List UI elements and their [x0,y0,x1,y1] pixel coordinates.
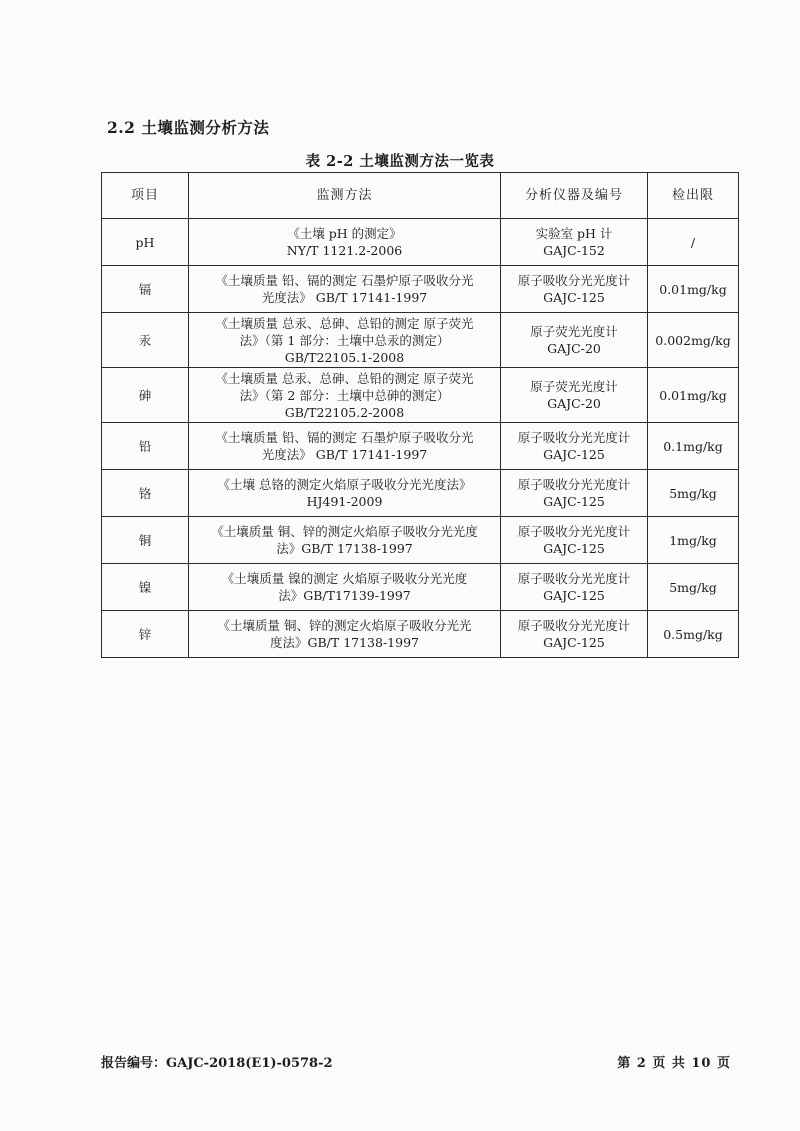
method-line: 法》GB/T17139-1997 [278,588,411,603]
table-row [102,470,739,517]
method-line: 光度法》 GB/T 17141-1997 [261,290,428,305]
table-row [102,313,739,368]
instrument-line: 原子荧光光度计 [530,324,618,339]
instrument-line: GAJC-152 [543,243,605,258]
method-line: 《土壤质量 镍的测定 火焰原子吸收分光光度 [221,571,468,586]
report-number: 报告编号：GAJC-2018(E1)-0578-2 [101,1056,333,1071]
method-line: 《土壤 总铬的测定火焰原子吸收分光光度法》 [217,477,472,492]
table-row [102,517,739,564]
row-item: 铬 [102,470,189,517]
method-line: 《土壤 pH 的测定》 [287,226,402,241]
table-row [102,219,739,266]
row-method [189,564,501,611]
row-instrument [501,423,648,470]
row-item: 镉 [102,266,189,313]
row-instrument [501,564,648,611]
method-line: GB/T22105.2-2008 [284,404,405,420]
instrument-line: GAJC-125 [543,635,605,650]
instrument-line: 原子荧光光度计 [530,379,618,394]
row-method [189,219,501,266]
row-instrument [501,517,648,564]
row-method [189,266,501,313]
row-limit: / [648,219,739,266]
row-limit: 0.002mg/kg [648,313,739,368]
instrument-line: 实验室 pH 计 [535,226,613,241]
method-line: NY/T 1121.2-2006 [286,243,403,258]
row-instrument [501,266,648,313]
row-instrument [501,470,648,517]
method-line: 光度法》 GB/T 17141-1997 [261,447,428,462]
row-instrument [501,313,648,368]
row-limit: 0.01mg/kg [648,368,739,423]
method-line: GB/T22105.1-2008 [284,349,405,365]
row-limit: 5mg/kg [648,564,739,611]
table-row [102,611,739,658]
method-line: 法》（第 2 部分：土壤中总砷的测定） [239,387,450,403]
instrument-line: GAJC-125 [543,494,605,509]
instrument-line: 原子吸收分光光度计 [517,618,631,633]
instrument-line: 原子吸收分光光度计 [517,273,631,288]
method-line: HJ491-2009 [306,494,383,509]
row-item: 锌 [102,611,189,658]
row-item: 汞 [102,313,189,368]
table-caption: 表 2-2 土壤监测方法一览表 [305,153,495,170]
row-method [189,470,501,517]
section-heading: 2.2 土壤监测分析方法 [107,118,270,137]
instrument-line: 原子吸收分光光度计 [517,430,631,445]
instrument-line: GAJC-125 [543,588,605,603]
method-line: 《土壤质量 铜、锌的测定火焰原子吸收分光光 [217,618,472,633]
instrument-line: 原子吸收分光光度计 [517,477,631,492]
instrument-line: GAJC-20 [547,396,601,411]
row-method [189,423,501,470]
row-instrument [501,219,648,266]
method-line: 法》（第 1 部分：土壤中总汞的测定） [239,332,450,348]
table-row [102,368,739,423]
method-line: 《土壤质量 铅、镉的测定 石墨炉原子吸收分光 [215,273,474,288]
row-item: pH [102,219,189,266]
row-item: 铅 [102,423,189,470]
row-item: 砷 [102,368,189,423]
method-line: 《土壤质量 总汞、总砷、总铅的测定 原子荧光 [215,315,474,331]
table-row [102,564,739,611]
row-method [189,611,501,658]
row-limit: 0.01mg/kg [648,266,739,313]
method-line: 法》GB/T 17138-1997 [276,541,413,556]
header-method: 监测方法 [189,173,501,219]
header-limit: 检出限 [648,173,739,219]
instrument-line: 原子吸收分光光度计 [517,524,631,539]
method-line: 度法》GB/T 17138-1997 [270,635,419,650]
method-line: 《土壤质量 总汞、总砷、总铅的测定 原子荧光 [215,370,474,386]
instrument-line: GAJC-125 [543,290,605,305]
row-limit: 5mg/kg [648,470,739,517]
page-info: 第 2 页 共 10 页 [617,1056,731,1071]
instrument-line: GAJC-125 [543,541,605,556]
row-method [189,517,501,564]
header-instrument: 分析仪器及编号 [501,173,648,219]
instrument-line: GAJC-125 [543,447,605,462]
instrument-line: GAJC-20 [547,341,601,356]
method-line: 《土壤质量 铜、锌的测定火焰原子吸收分光光度 [211,524,478,539]
row-limit: 1mg/kg [648,517,739,564]
instrument-line: 原子吸收分光光度计 [517,571,631,586]
table-row [102,266,739,313]
row-method [189,368,501,423]
header-item: 项目 [102,173,189,219]
row-instrument [501,368,648,423]
table-row [102,423,739,470]
methods-table [101,172,739,658]
row-limit: 0.1mg/kg [648,423,739,470]
method-line: 《土壤质量 铅、镉的测定 石墨炉原子吸收分光 [215,430,474,445]
row-instrument [501,611,648,658]
row-item: 镍 [102,564,189,611]
row-limit: 0.5mg/kg [648,611,739,658]
row-item: 铜 [102,517,189,564]
table-header-row [102,173,739,219]
row-method [189,313,501,368]
table-body [102,219,739,658]
